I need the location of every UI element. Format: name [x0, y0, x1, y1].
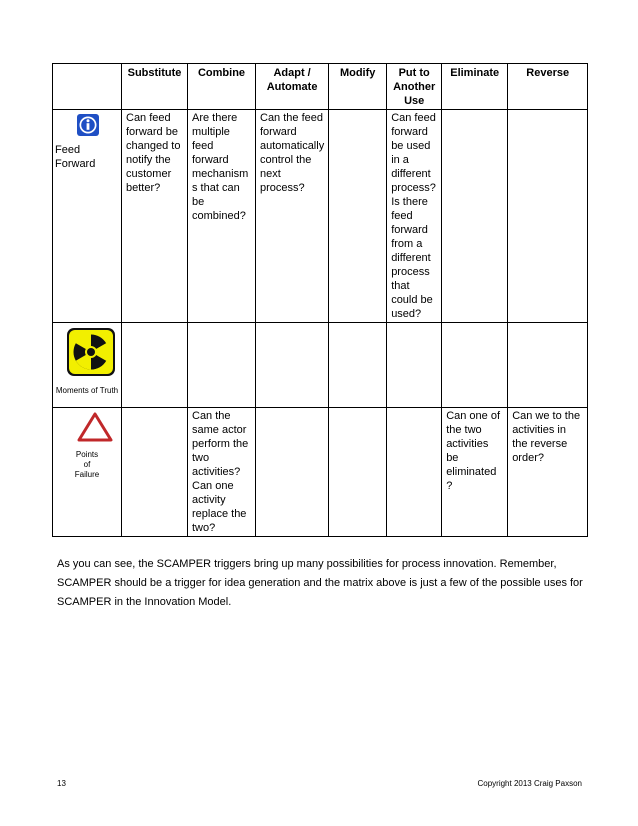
cell-adapt-automate: Can the feed forward automatically control the next process?	[256, 110, 329, 323]
cell-combine: Are there multiple feed forward mechanism s that can be combined?	[188, 110, 256, 323]
header-row	[53, 64, 588, 110]
cell-eliminate: Can one of the two activities be eliminated ?	[442, 408, 508, 537]
cell-modify	[329, 110, 387, 323]
information-icon	[76, 113, 119, 141]
cell-modify	[329, 408, 387, 537]
warning-triangle-icon	[70, 412, 119, 446]
header-eliminate: Eliminate	[442, 64, 508, 110]
cell-eliminate	[442, 110, 508, 323]
row-label: Points of Failure	[74, 450, 100, 479]
table-row-points-of-failure	[53, 408, 588, 537]
cell-eliminate	[442, 323, 508, 408]
cell-put-to-another-use: Can feed forward be used in a different process? Is there feed forward from a different process that could be used?	[387, 110, 442, 323]
cell-adapt-automate	[256, 408, 329, 537]
cell-put-to-another-use	[387, 408, 442, 537]
cell-put-to-another-use	[387, 323, 442, 408]
body-paragraph: As you can see, the SCAMPER triggers bring up many possibilities for process innovation. Remember, SCAMPER should be a trigger for idea generation and the matrix above is just a few of the possible uses for SCAMPER in the Innovation Model.	[57, 558, 583, 608]
radiation-hazard-icon	[62, 326, 119, 382]
header-adapt-automate: Adapt / Automate	[256, 64, 329, 110]
cell-substitute	[122, 408, 188, 537]
row-label: Feed Forward	[55, 144, 96, 170]
copyright-notice: Copyright 2013 Craig Paxson	[477, 779, 582, 788]
cell-reverse: Can we to the activities in the reverse order?	[508, 408, 588, 537]
row-label-cell	[53, 323, 122, 408]
cell-substitute	[122, 323, 188, 408]
cell-modify	[329, 323, 387, 408]
cell-combine	[188, 323, 256, 408]
cell-adapt-automate	[256, 323, 329, 408]
row-label-cell	[53, 408, 122, 537]
table-row-feed-forward	[53, 110, 588, 323]
header-put-to-another-use: Put to Another Use	[387, 64, 442, 110]
header-combine: Combine	[188, 64, 256, 110]
row-label: Moments of Truth	[55, 386, 119, 395]
header-modify: Modify	[329, 64, 387, 110]
header-reverse: Reverse	[508, 64, 588, 110]
scamper-matrix	[52, 63, 588, 537]
page-number: 13	[57, 779, 66, 788]
cell-combine: Can the same actor perform the two activities? Can one activity replace the two?	[188, 408, 256, 537]
header-substitute: Substitute	[122, 64, 188, 110]
cell-reverse	[508, 110, 588, 323]
cell-reverse	[508, 323, 588, 408]
row-label-cell	[53, 110, 122, 323]
cell-substitute: Can feed forward be changed to notify the customer better?	[122, 110, 188, 323]
table-row-moments-of-truth	[53, 323, 588, 408]
header-corner	[53, 64, 122, 110]
